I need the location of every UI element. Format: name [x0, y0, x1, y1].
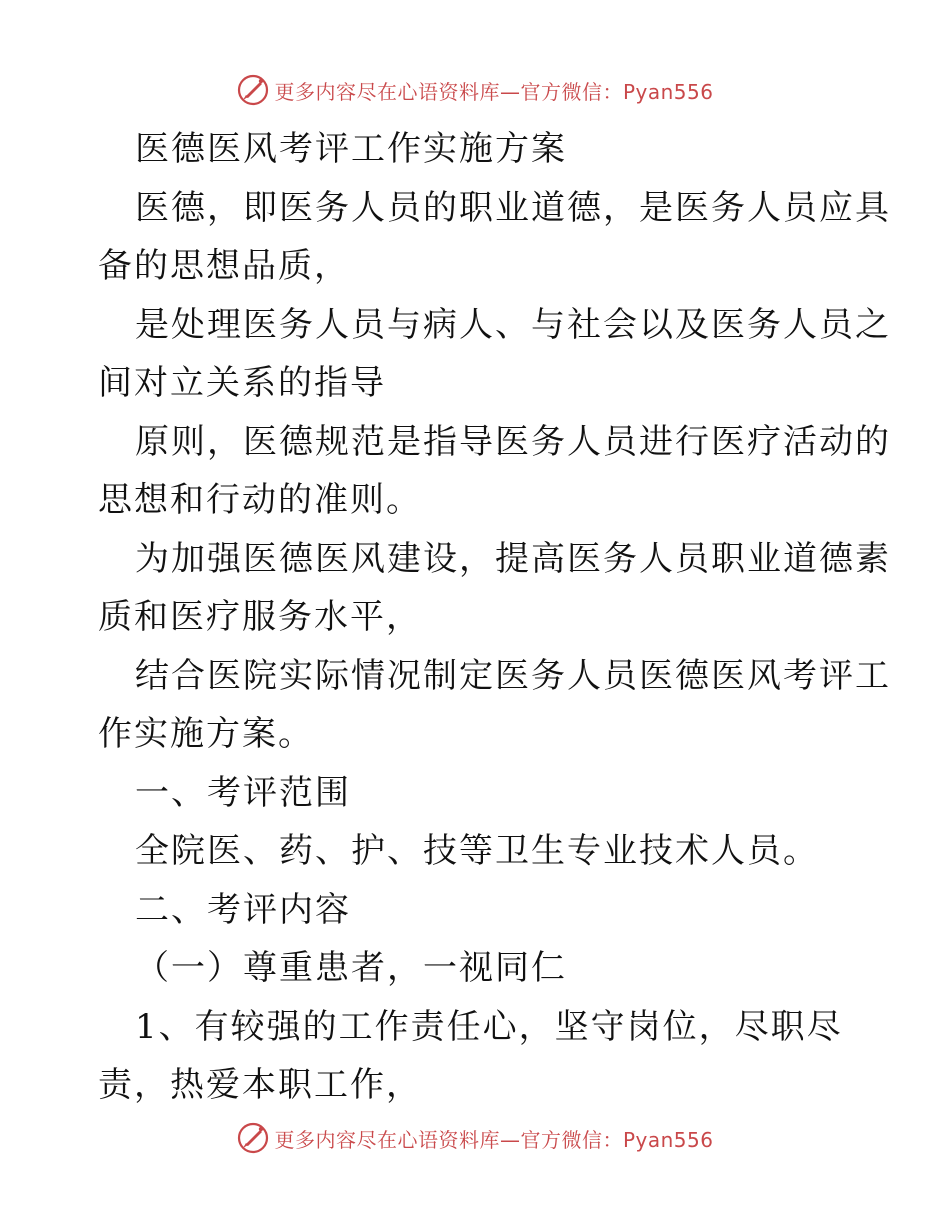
paragraph-line: 医德，即医务人员的职业道德，是医务人员应具 — [135, 187, 891, 228]
document-body — [98, 120, 891, 1115]
watermark-text: 更多内容尽在心语资料库—官方微信：Pyan556 — [274, 79, 714, 104]
paragraph-line: 原则，医德规范是指导医务人员进行医疗活动的 — [135, 421, 891, 462]
section-heading: 一、考评范围 — [135, 772, 351, 813]
paragraph-line: 全院医、药、护、技等卫生专业技术人员。 — [135, 831, 819, 871]
watermark-text: 更多内容尽在心语资料库—官方微信：Pyan556 — [274, 1127, 714, 1152]
subsection-heading: （一）尊重患者，一视同仁 — [135, 948, 567, 988]
list-item-line: 责，热爱本职工作， — [98, 1065, 422, 1105]
section-heading: 二、考评内容 — [135, 889, 351, 930]
paragraph-line: 为加强医德医风建设，提高医务人员职业道德素 — [135, 538, 891, 579]
paragraph-line: 结合医院实际情况制定医务人员医德医风考评工 — [135, 655, 891, 696]
paragraph-line: 备的思想品质， — [98, 246, 350, 286]
paragraph-line: 间对立关系的指导 — [98, 363, 386, 403]
header-watermark-banner — [0, 70, 950, 110]
quill-in-circle-icon — [236, 1121, 270, 1155]
list-item-line: 1、有较强的工作责任心，坚守岗位，尽职尽 — [135, 1006, 843, 1047]
paragraph-line: 质和医疗服务水平， — [98, 597, 422, 637]
paragraph-line: 思想和行动的准则。 — [98, 480, 422, 520]
footer-watermark-banner — [0, 1118, 950, 1158]
quill-in-circle-icon — [236, 73, 270, 107]
paragraph-line: 是处理医务人员与病人、与社会以及医务人员之 — [135, 304, 891, 345]
paragraph-line: 作实施方案。 — [98, 714, 314, 754]
document-title: 医德医风考评工作实施方案 — [135, 129, 567, 169]
